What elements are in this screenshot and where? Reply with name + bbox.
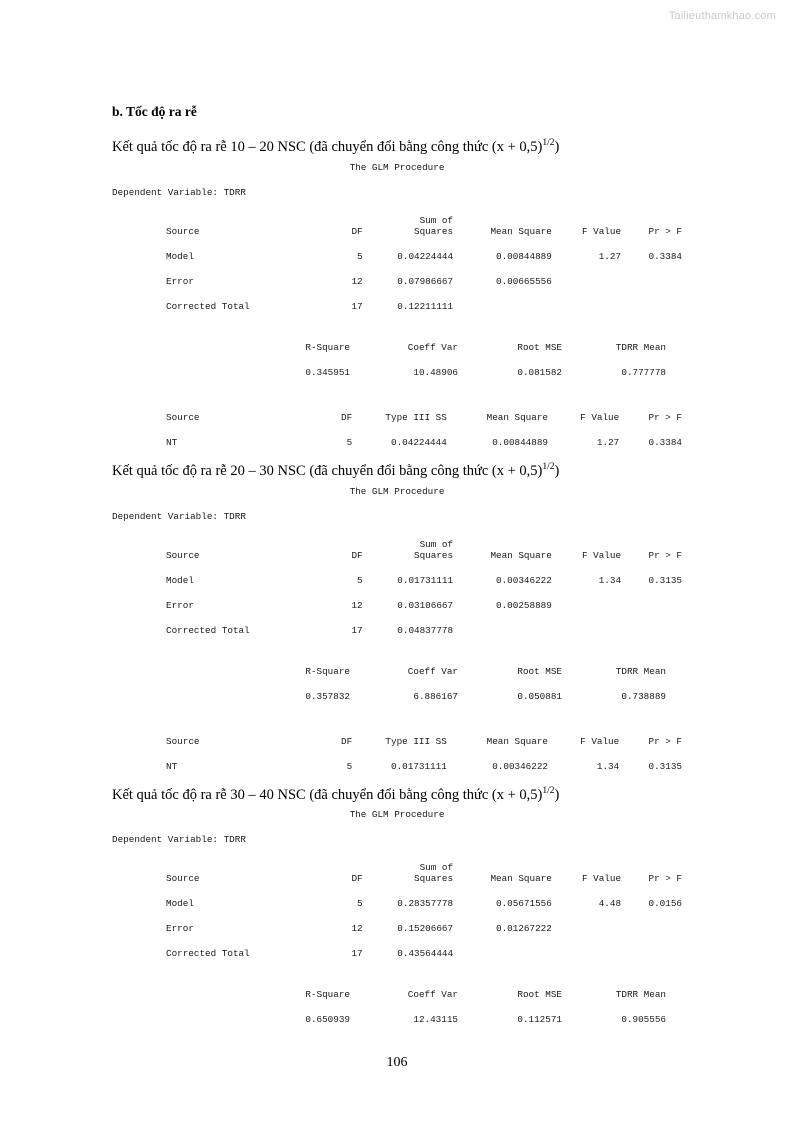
table-header-row [166, 398, 682, 423]
table-row [166, 884, 682, 909]
cell-df: 12 [351, 275, 363, 287]
cell-coeff-var: 10.48906 [413, 366, 458, 378]
fit-statistics-table [260, 975, 666, 1025]
header-sum-of-squares [363, 212, 453, 237]
header-mean-square: Mean Square [490, 225, 552, 237]
cell-p: 0.3135 [648, 760, 682, 772]
header-pr-f: Pr > F [648, 411, 682, 423]
cell-tdrr-mean: 0.738889 [621, 690, 666, 702]
header-f-value: F Value [580, 411, 620, 423]
cell-df: 12 [351, 923, 363, 935]
header-root-mse: Root MSE [517, 341, 562, 353]
cell-p: 0.3135 [648, 574, 682, 586]
header-root-mse: Root MSE [517, 665, 562, 677]
cell-ss: 0.07986667 [397, 275, 454, 287]
cell-p: 0.3384 [648, 436, 682, 448]
cell-f: 4.48 [598, 898, 622, 910]
cell-source: Corrected Total [166, 300, 250, 312]
cell-r-square: 0.357832 [305, 690, 350, 702]
section-heading: b. Tốc độ ra rễ [112, 104, 197, 119]
cell-p: 0.3384 [648, 250, 682, 262]
cell-source: Corrected Total [166, 624, 250, 636]
table-row [166, 262, 682, 287]
cell-f: 1.34 [596, 760, 620, 772]
cell-df: 17 [351, 624, 363, 636]
header-sum-of-squares [363, 859, 453, 884]
header-df: DF [351, 225, 363, 237]
cell-tdrr-mean: 0.905556 [621, 1014, 666, 1026]
table-header-row [166, 859, 682, 884]
table-row [260, 1000, 666, 1025]
cell-source: Model [166, 250, 194, 262]
table-row [166, 909, 682, 934]
cell-r-square: 0.650939 [305, 1014, 350, 1026]
cell-df: 17 [351, 948, 363, 960]
header-coeff-var: Coeff Var [407, 665, 458, 677]
header-ss-line2: Squares [414, 873, 454, 885]
cell-ss: 0.01731111 [391, 760, 447, 772]
header-f-value: F Value [581, 873, 622, 885]
block-caption [112, 786, 682, 804]
table-row [166, 423, 682, 448]
caption-tail: ) [554, 786, 560, 803]
header-type3-ss: Type III SS [385, 411, 447, 423]
header-source: Source [166, 411, 200, 423]
header-f-value: F Value [580, 735, 620, 747]
page-number: 106 [386, 1055, 408, 1070]
cell-df: 5 [357, 574, 363, 586]
cell-source: NT [166, 760, 178, 772]
header-mean-square: Mean Square [486, 735, 548, 747]
header-source: Source [166, 735, 200, 747]
dependent-variable-line: Dependent Variable: TDRR [112, 834, 246, 846]
table-row [166, 237, 682, 262]
cell-ms: 0.00665556 [496, 275, 552, 287]
header-pr-f: Pr > F [648, 873, 682, 885]
site-watermark: Tailieuthamkhao.com [668, 10, 776, 22]
table-header-row [166, 722, 682, 747]
cell-ms [453, 934, 552, 959]
cell-ss: 0.04224444 [391, 436, 447, 448]
cell-ss: 0.04224444 [397, 250, 454, 262]
header-ss-line2: Squares [414, 549, 454, 561]
cell-p: 0.0156 [648, 898, 682, 910]
cell-df: 5 [346, 436, 353, 448]
cell-ms: 0.00258889 [496, 599, 552, 611]
cell-p [621, 909, 682, 934]
header-pr-f: Pr > F [648, 549, 682, 561]
header-df: DF [340, 735, 353, 747]
result-block-1 [112, 138, 682, 448]
table-row [260, 677, 666, 702]
header-mean-square: Mean Square [490, 873, 552, 885]
cell-f: 1.34 [598, 574, 622, 586]
header-source: Source [166, 873, 200, 885]
fit-statistics-table [260, 652, 666, 702]
cell-ms: 0.05671556 [496, 898, 552, 910]
cell-f [552, 934, 621, 959]
caption-exponent: 1/2 [542, 138, 555, 148]
cell-ss: 0.28357778 [397, 898, 454, 910]
cell-ms: 0.00346222 [492, 760, 548, 772]
cell-ss: 0.15206667 [397, 923, 454, 935]
table-row [166, 586, 682, 611]
cell-f: 1.27 [596, 436, 620, 448]
result-block-3 [112, 786, 682, 1026]
cell-p [621, 611, 682, 636]
header-ss-line1: Sum of [419, 862, 454, 874]
header-df: DF [340, 411, 353, 423]
cell-df: 12 [351, 599, 363, 611]
header-tdrr-mean: TDRR Mean [615, 341, 666, 353]
cell-df: 17 [351, 300, 363, 312]
cell-ms: 0.00346222 [496, 574, 552, 586]
cell-df: 5 [357, 898, 363, 910]
table-row [166, 287, 682, 312]
header-type3-ss: Type III SS [385, 735, 447, 747]
procedure-title: The GLM Procedure [349, 485, 445, 497]
header-r-square: R-Square [305, 665, 350, 677]
cell-root-mse: 0.050881 [517, 690, 562, 702]
cell-ss: 0.12211111 [397, 300, 454, 312]
anova-table [166, 536, 682, 636]
cell-df: 5 [346, 760, 353, 772]
header-ss-line1: Sum of [419, 538, 454, 550]
type3-table [166, 722, 682, 772]
header-f-value: F Value [581, 225, 622, 237]
cell-ss: 0.03106667 [397, 599, 454, 611]
caption-text: Kết quả tốc độ ra rễ 10 – 20 NSC (đã chuyển đổi bằng công thức (x + 0,5) [112, 138, 543, 155]
cell-coeff-var: 12.43115 [413, 1014, 458, 1026]
cell-df: 5 [357, 250, 363, 262]
procedure-title: The GLM Procedure [349, 809, 445, 821]
type3-table [166, 398, 682, 448]
anova-table [166, 212, 682, 312]
cell-ms: 0.01267222 [496, 923, 552, 935]
cell-f [552, 611, 621, 636]
header-root-mse: Root MSE [517, 989, 562, 1001]
result-block-2 [112, 462, 682, 772]
header-df: DF [351, 549, 363, 561]
cell-f [552, 909, 621, 934]
cell-p [621, 262, 682, 287]
cell-source: Error [166, 923, 194, 935]
cell-r-square: 0.345951 [305, 366, 350, 378]
table-header-row [260, 328, 666, 353]
cell-root-mse: 0.081582 [517, 366, 562, 378]
header-pr-f: Pr > F [648, 225, 682, 237]
cell-source: Corrected Total [166, 948, 250, 960]
header-f-value: F Value [581, 549, 622, 561]
cell-f [552, 586, 621, 611]
header-mean-square: Mean Square [490, 549, 552, 561]
cell-root-mse: 0.112571 [517, 1014, 562, 1026]
block-caption [112, 462, 682, 480]
header-r-square: R-Square [305, 341, 350, 353]
cell-source: Model [166, 898, 194, 910]
caption-text: Kết quả tốc độ ra rễ 20 – 30 NSC (đã chuyển đổi bằng công thức (x + 0,5) [112, 462, 543, 479]
cell-ms [453, 287, 552, 312]
anova-table [166, 859, 682, 959]
caption-tail: ) [554, 462, 560, 479]
caption-exponent: 1/2 [542, 461, 555, 472]
cell-source: NT [166, 436, 178, 448]
header-df: DF [351, 873, 363, 885]
table-row [166, 747, 682, 772]
table-header-row [260, 975, 666, 1000]
caption-text: Kết quả tốc độ ra rễ 30 – 40 NSC (đã chuyển đổi bằng công thức (x + 0,5) [112, 786, 543, 803]
table-header-row [260, 652, 666, 677]
cell-p [621, 934, 682, 959]
header-source: Source [166, 549, 200, 561]
header-tdrr-mean: TDRR Mean [615, 665, 666, 677]
cell-ms: 0.00844889 [496, 250, 552, 262]
header-ss-line2: Squares [414, 225, 454, 237]
cell-source: Model [166, 574, 194, 586]
header-coeff-var: Coeff Var [407, 989, 458, 1001]
table-header-row [166, 212, 682, 237]
header-tdrr-mean: TDRR Mean [615, 989, 666, 1001]
table-row [166, 934, 682, 959]
caption-exponent: 1/2 [542, 785, 555, 796]
header-source: Source [166, 225, 200, 237]
cell-p [621, 586, 682, 611]
header-coeff-var: Coeff Var [407, 341, 458, 353]
cell-ss: 0.43564444 [397, 948, 454, 960]
procedure-title: The GLM Procedure [349, 161, 445, 173]
cell-f: 1.27 [598, 250, 622, 262]
cell-source: Error [166, 599, 194, 611]
header-r-square: R-Square [305, 989, 350, 1001]
cell-source: Error [166, 275, 194, 287]
caption-tail: ) [554, 138, 560, 155]
cell-ms: 0.00844889 [492, 436, 548, 448]
table-header-row [166, 536, 682, 561]
fit-statistics-table [260, 328, 666, 378]
dependent-variable-line: Dependent Variable: TDRR [112, 186, 246, 198]
table-row [166, 611, 682, 636]
cell-coeff-var: 6.886167 [413, 690, 458, 702]
header-mean-square: Mean Square [486, 411, 548, 423]
block-caption [112, 138, 682, 156]
cell-ss: 0.01731111 [397, 574, 454, 586]
header-sum-of-squares [363, 536, 453, 561]
cell-f [552, 262, 621, 287]
dependent-variable-line: Dependent Variable: TDRR [112, 510, 246, 522]
cell-tdrr-mean: 0.777778 [621, 366, 666, 378]
table-row [166, 561, 682, 586]
header-pr-f: Pr > F [648, 735, 682, 747]
cell-f [552, 287, 621, 312]
cell-ss: 0.04837778 [397, 624, 454, 636]
cell-ms [453, 611, 552, 636]
cell-p [621, 287, 682, 312]
table-row [260, 353, 666, 378]
header-ss-line1: Sum of [419, 214, 454, 226]
